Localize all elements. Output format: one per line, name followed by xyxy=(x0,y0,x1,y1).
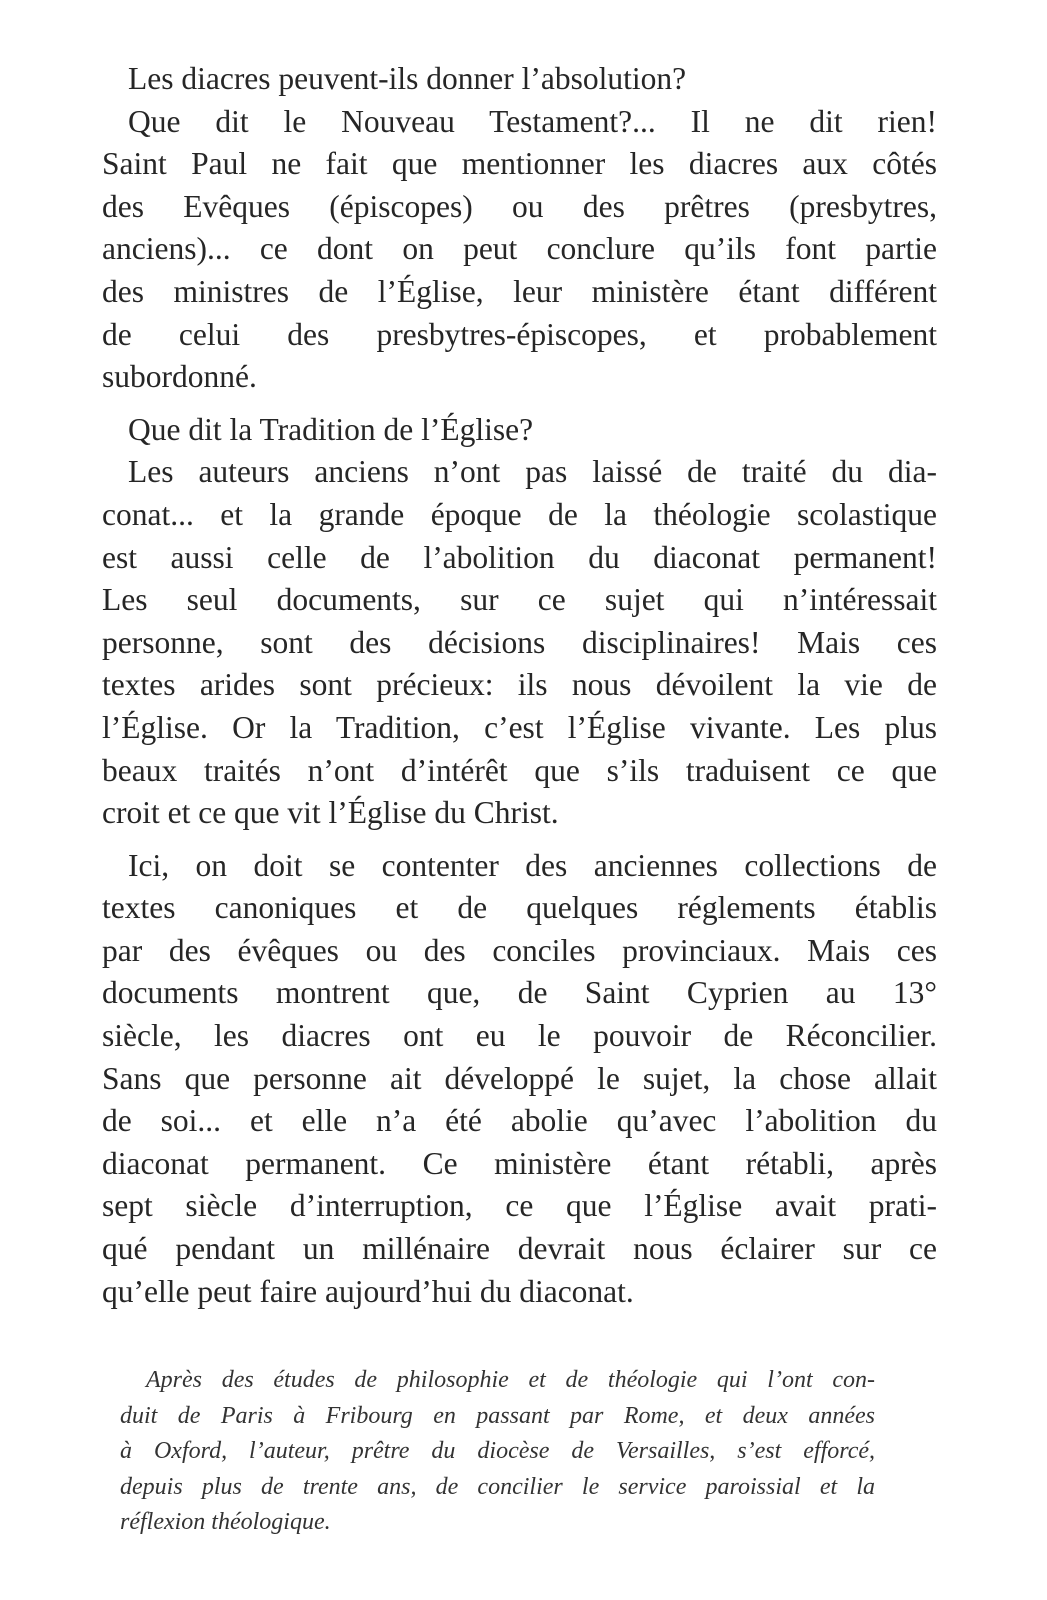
text-line: textes arides sont précieux: ils nous dévoilent la vie de xyxy=(102,667,937,703)
text-line: textes canoniques et de quelques réglements établis xyxy=(102,890,937,926)
question-heading-tradition xyxy=(102,409,937,452)
paragraph-collections-canoniques xyxy=(102,845,937,1314)
text-line: des ministres de l’Église, leur ministère étant différent xyxy=(102,273,937,309)
text-line: l’Église. Or la Tradition, c’est l’Église vivante. Les plus xyxy=(102,709,937,745)
text-line: Que dit le Nouveau Testament?... Il ne dit rien! xyxy=(128,103,937,139)
text-line: de soi... et elle n’a été abolie qu’avec l’abolition du xyxy=(102,1103,937,1139)
paragraph-tradition xyxy=(102,451,937,834)
text-line: Les seul documents, sur ce sujet qui n’intéressait xyxy=(102,582,937,618)
text-line: personne, sont des décisions disciplinaires! Mais ces xyxy=(102,624,937,660)
bio-line: duit de Paris à Fribourg en passant par Rome, et deux années xyxy=(120,1402,875,1429)
text-line: anciens)... ce dont on peut conclure qu’ils font partie xyxy=(102,231,937,267)
text-line: est aussi celle de l’abolition du diaconat permanent! xyxy=(102,539,937,575)
text-line: conat... et la grande époque de la théologie scolastique xyxy=(102,496,937,532)
paragraph-spacer xyxy=(102,399,937,409)
paragraph-nouveau-testament xyxy=(102,101,937,399)
text-line: subordonné. xyxy=(102,359,257,395)
bio-line: Après des études de philosophie et de théologie qui l’ont con- xyxy=(146,1367,875,1393)
question-heading-absolution xyxy=(102,58,937,101)
text-line: siècle, les diacres ont eu le pouvoir de Réconcilier. xyxy=(102,1018,937,1054)
text-line: Les diacres peuvent-ils donner l’absolution? xyxy=(128,61,687,96)
text-line: beaux traités n’ont d’intérêt que s’ils traduisent ce que xyxy=(102,752,937,788)
text-line: qu’elle peut faire aujourd’hui du diaconat. xyxy=(102,1273,634,1309)
text-line: par des évêques ou des conciles provinciaux. Mais ces xyxy=(102,932,937,968)
text-line: qué pendant un millénaire devrait nous éclairer sur ce xyxy=(102,1231,937,1267)
document-body xyxy=(102,58,937,1313)
text-line: Saint Paul ne fait que mentionner les diacres aux côtés xyxy=(102,146,937,182)
text-line: Ici, on doit se contenter des anciennes collections de xyxy=(128,847,937,883)
text-line: sept siècle d’interruption, ce que l’Église avait prati- xyxy=(102,1188,937,1224)
author-bio xyxy=(120,1363,875,1541)
text-line: Les auteurs anciens n’ont pas laissé de traité du dia- xyxy=(128,454,937,490)
text-line: Sans que personne ait développé le sujet, la chose allait xyxy=(102,1060,937,1096)
bio-line: réflexion théologique. xyxy=(120,1509,331,1535)
text-line: des Evêques (épiscopes) ou des prêtres (presbytres, xyxy=(102,188,937,224)
bio-line: depuis plus de trente ans, de concilier le service paroissial et la xyxy=(120,1473,875,1500)
text-line: Que dit la Tradition de l’Église? xyxy=(128,411,534,447)
text-line: diaconat permanent. Ce ministère étant rétabli, après xyxy=(102,1145,937,1181)
bio-line: à Oxford, l’auteur, prêtre du diocèse de Versailles, s’est efforcé, xyxy=(120,1438,875,1464)
text-line: documents montrent que, de Saint Cyprien au 13° xyxy=(102,975,937,1011)
paragraph-spacer xyxy=(102,835,937,845)
text-line: de celui des presbytres-épiscopes, et probablement xyxy=(102,316,937,352)
text-line: croit et ce que vit l’Église du Christ. xyxy=(102,795,559,831)
